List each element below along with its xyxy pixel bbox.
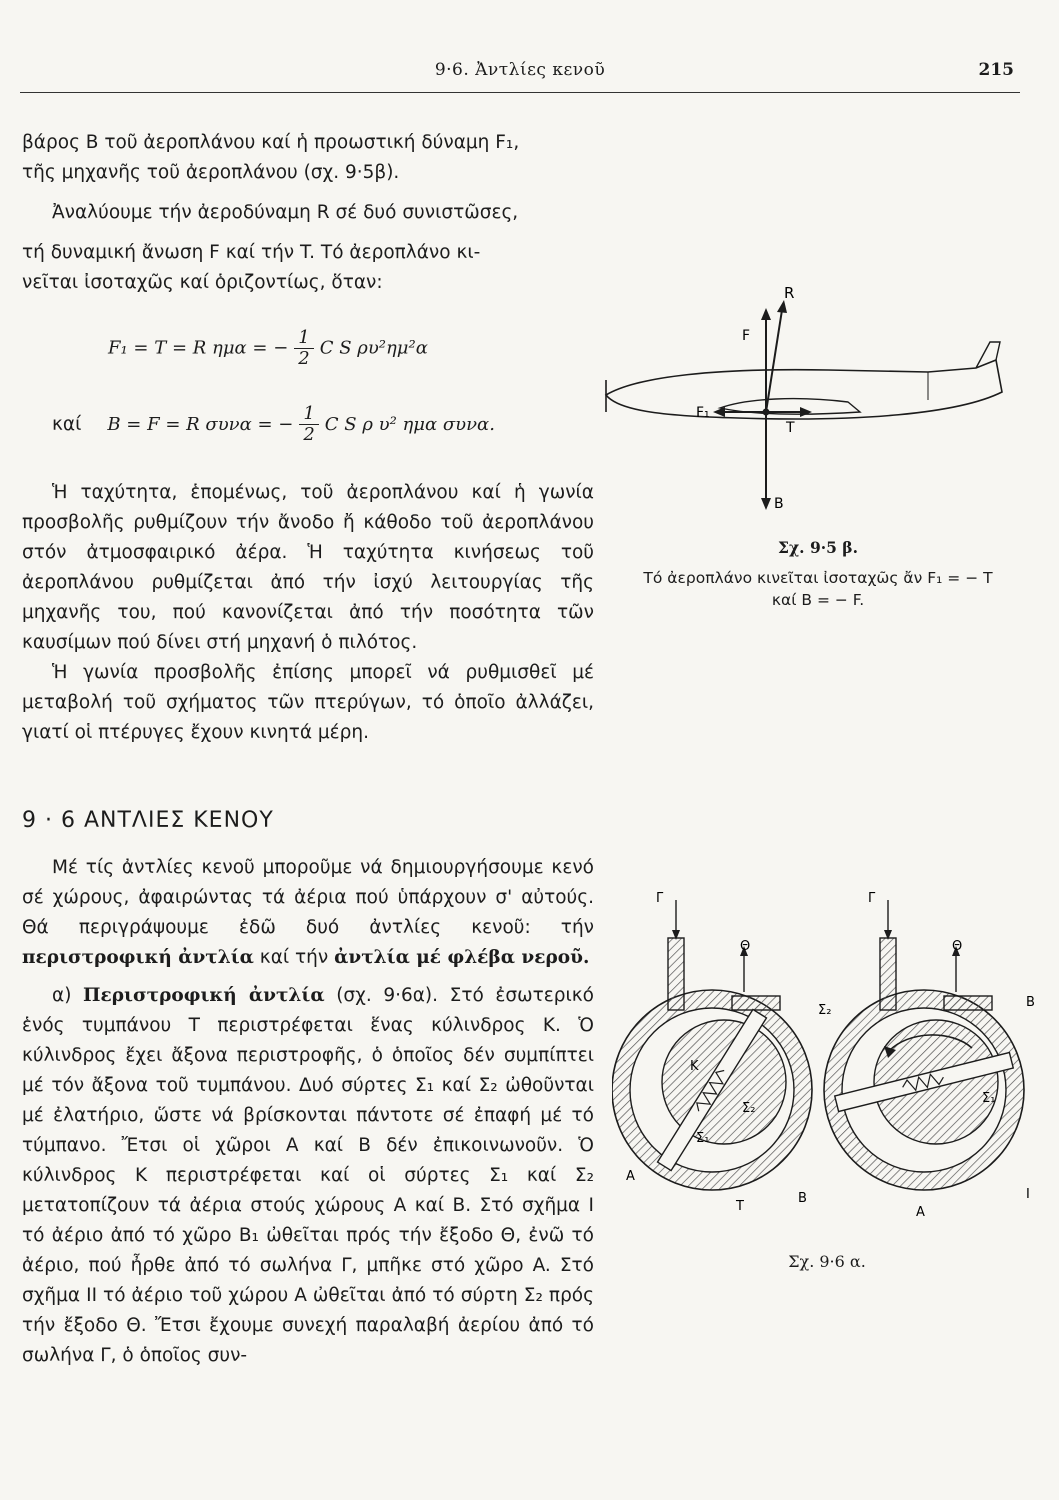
p5-mid: καί τήν — [259, 947, 329, 968]
label-B: B — [774, 496, 784, 512]
p6-bold: Περιστροφική ἀντλία — [83, 985, 325, 1006]
text-column-bottom — [22, 853, 594, 1371]
p2-line3: νεῖται ἰσοταχῶς καί ὁριζοντίως, ὅταν: — [22, 272, 383, 293]
label-T: T — [736, 1199, 744, 1214]
fig95-caption-title: Σχ. 9·5 β. — [778, 538, 858, 557]
label-T: T — [786, 420, 795, 436]
p2-line1: Ἀναλύουμε τήν ἀεροδύναμη R σέ δυό συνιστῶσες, — [52, 202, 519, 223]
paragraph-3: Ἡ ταχύτητα, ἑπομένως, τοῦ ἀεροπλάνου καί ἡ γωνία προσβολῆς ρυθμίζουν τήν ἄνοδο ἤ κάθοδο τοῦ ἀεροπλάνου στόν ἀτμοσφαιρικό ἀέρα. Ἡ ταχύτητα κινήσεως τοῦ ἀεροπλάνου ρυθμίζεται ἀπό τήν ἰσχύ λειτουργίας τῆς μηχανῆς του, πού κανονίζεται ἀπό τήν ποσότητα τῶν καυσίμων πού δίνει στή μηχανή ὁ πιλότος. — [22, 482, 594, 653]
text-column-top — [22, 128, 594, 298]
label-I: I — [1026, 1187, 1030, 1202]
p5-bold1: περιστροφική ἀντλία — [22, 947, 254, 968]
p2-line2: τή δυναμική ἄνωση F καί τήν T. Τό ἀεροπλάνο κι- — [22, 242, 481, 263]
page-number: 215 — [978, 60, 1014, 80]
p5-bold2: ἀντλία μέ φλέβα νεροῦ. — [334, 947, 590, 968]
equation-2 — [52, 404, 495, 445]
label-S1b: Σ₁ — [982, 1091, 996, 1106]
vector-F-head — [761, 308, 771, 320]
label-K: K — [690, 1059, 699, 1074]
fig95-caption-line2: καί B = − F. — [771, 591, 865, 609]
pump-I — [612, 891, 812, 1214]
figure-9-6a — [612, 880, 1042, 1240]
label-B2: B — [1026, 995, 1035, 1010]
paragraph-4: Ἡ γωνία προσβολῆς ἐπίσης μπορεῖ νά ρυθμισθεῖ μέ μεταβολή τοῦ σχήματος τῶν πτερύγων, τό ὁποῖο ἀλλάζει, γιατί οἱ πτέρυγες ἔχουν κινητά μέρη. — [22, 662, 594, 743]
pump1-inlet-pipe — [668, 938, 684, 1010]
paragraph-6 — [22, 981, 594, 1371]
label-Th1: Θ — [740, 939, 751, 954]
pump2-outlet-stub — [944, 996, 992, 1010]
eq2-kai: καί — [52, 413, 82, 435]
page-header — [20, 58, 1020, 93]
vector-B-head — [761, 498, 771, 510]
fig95-caption-line1: Τό ἀεροπλάνο κινεῖται ἰσοταχῶς ἄν F₁ = − T — [643, 569, 993, 587]
label-B1: B — [798, 1191, 807, 1206]
p1-line1: βάρος B τοῦ ἀεροπλάνου καί ἡ προωστική δύναμη F₁, — [22, 132, 520, 153]
figure-9-5b — [598, 280, 1038, 530]
eq1-fraction — [294, 328, 313, 369]
label-S1a: Σ₁ — [696, 1131, 710, 1146]
label-F1: F₁ — [696, 405, 710, 421]
pump2-inlet-pipe — [880, 938, 896, 1010]
p6-rest: (σχ. 9·6α). Στό ἐσωτερικό ἑνός τυμπάνου T περιστρέφεται ἕνας κύλινδρος K. Ὁ κύλινδρος ἔχει ἄξονα περιστροφῆς, ὁ ὁποῖος δέν συμπίπτει μέ τόν ἄξονα τοῦ τυμπάνου. Δυό σύρτες Σ₁ καί Σ₂ ὠθοῦνται μέ ἐλατήριο, ὥστε νά βρίσκονται πάντοτε σέ ἐπαφή μέ τό τύμπανο. Ἔτσι οἱ χῶροι A καί B δέν ἐπικοινωνοῦν. Ὁ κύλινδρος K περιστρέφεται καί οἱ σύρτες Σ₁ καί Σ₂ μετατοπίζουν τά ἀέρια στούς χώρους A καί B. Στό σχῆμα I τό ἀέριο ἀπό τό χῶρο B₁ ὠθεῖται πρός τήν ἔξοδο Θ, ἐνῶ τό ἀέριο, πού ἦρθε ἀπό τό σωλήνα Γ, μπῆκε στό χῶρο A. Στό σχῆμα II τό ἀέριο τοῦ χώρου A ὠθεῖται ἀπό τό σύρτη Σ₂ πρός τήν ἔξοδο Θ. Ἔτσι ἔχουμε συνεχή παραλαβή ἀερίου ἀπό τό σωλήνα Γ, ὁ ὁποῖος συν- — [22, 985, 594, 1366]
eq2-num: 1 — [299, 404, 318, 425]
pump1-outlet-stub — [732, 996, 780, 1010]
p6-start: α) — [52, 985, 72, 1006]
label-S2a: Σ₂ — [742, 1101, 756, 1116]
equation-1 — [108, 328, 428, 369]
paragraph-5 — [22, 853, 594, 973]
eq1-lhs: F₁ = T = R ημα = − — [108, 337, 289, 359]
fig96-caption: Σχ. 9·6 α. — [788, 1252, 866, 1271]
label-Th2: Θ — [952, 939, 963, 954]
pump-II — [818, 891, 1035, 1220]
eq2-rhs: C S ρ υ² ημα συνα. — [324, 413, 495, 435]
eq2-lhs: B = F = R συνα = − — [107, 413, 294, 435]
center-of-mass — [763, 409, 770, 416]
label-R: R — [784, 284, 795, 302]
eq1-num: 1 — [294, 328, 313, 349]
label-G1: Γ — [656, 891, 664, 906]
section-heading: 9 · 6 ΑΝΤΛΙΕΣ ΚΕΝΟΥ — [22, 808, 274, 833]
vector-R — [766, 310, 782, 412]
label-A1: A — [626, 1169, 635, 1184]
eq1-den: 2 — [298, 348, 310, 369]
p5-start: Μέ τίς ἀντλίες κενοῦ μποροῦμε νά δημιουργήσουμε κενό σέ χώρους, ἀφαιρώντας τά ἀέρια πού ὑπάρχουν σ' αὐτούς. Θά περιγράψουμε ἐδῶ δυό ἀντλίες κενοῦ: τήν — [22, 857, 594, 938]
text-column-middle — [22, 478, 594, 748]
vector-T-head — [800, 407, 812, 417]
label-S2b: Σ₂ — [818, 1003, 832, 1018]
eq2-fraction — [299, 404, 318, 445]
label-A2: A — [916, 1205, 925, 1220]
eq1-rhs: C S ρυ²ημ²α — [319, 337, 428, 359]
label-F: F — [742, 328, 751, 344]
p1-line2: τῆς μηχανῆς τοῦ ἀεροπλάνου (σχ. 9·5β). — [22, 162, 400, 183]
running-title: 9·6. Ἀντλίες κενοῦ — [434, 60, 606, 80]
label-G2: Γ — [868, 891, 876, 906]
eq2-den: 2 — [303, 424, 315, 445]
